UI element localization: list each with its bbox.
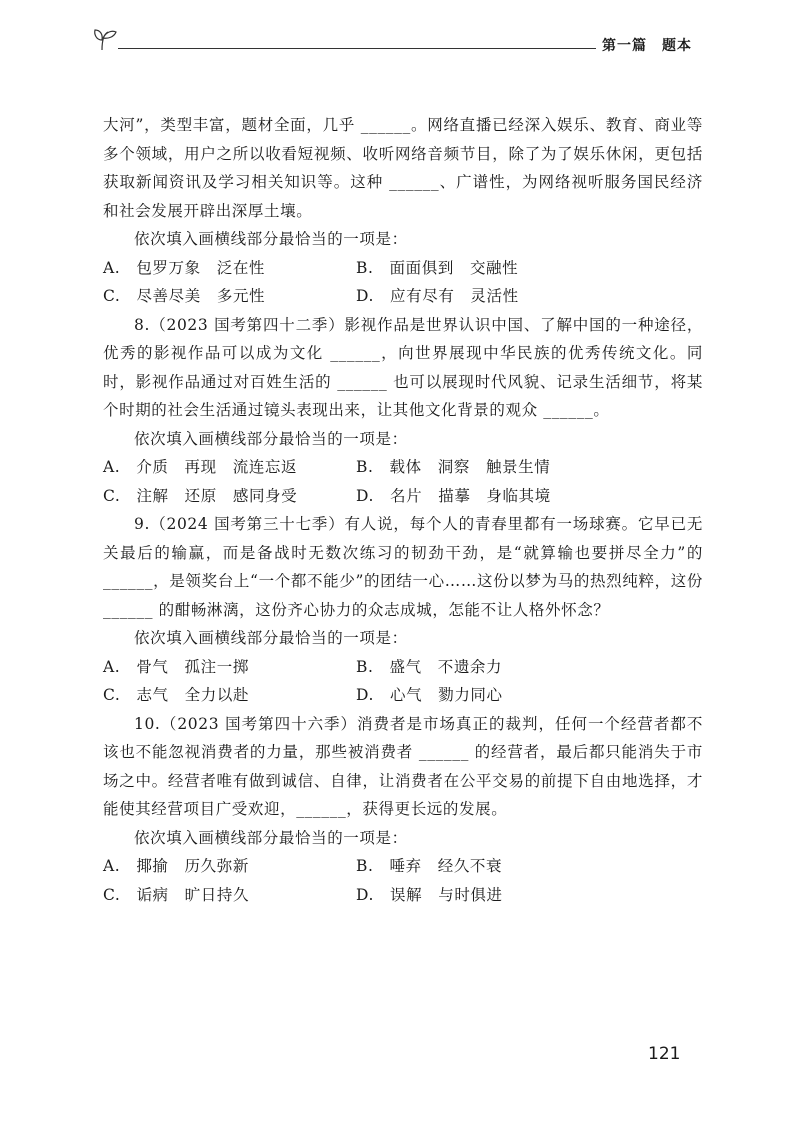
option-row xyxy=(103,681,703,710)
option-b: B. 载体 洞察 触景生情 xyxy=(356,458,551,476)
page-content xyxy=(103,111,703,909)
option-row xyxy=(103,881,703,910)
header-title: 第一篇 题本 xyxy=(596,35,692,55)
option-a: A. 骨气 孤注一掷 xyxy=(103,657,249,676)
page-number: 121 xyxy=(648,1044,681,1064)
option-a: A. 揶揄 历久弥新 xyxy=(103,857,249,875)
question-7-prompt: 依次填入画横线部分最恰当的一项是： xyxy=(134,230,408,248)
question-8-stem: 8.（2023 国考第四十二季）影视作品是世界认识中国、了解中国的一种途径，优秀的影视作品可以成为文化 ______，向世界展现中华民族的优秀传统文化。同时，影视作品通过对百姓生活的 ______ 也可以展现时代风貌、记录生活细节，将某个时期的社会生活通过镜头表现出来，让其他文化背景的观众 ______。 xyxy=(103,315,703,419)
option-b: B. 盛气 不遗余力 xyxy=(356,657,503,676)
option-a: A. 包罗万象 泛在性 xyxy=(103,258,266,277)
question-7-stem-continued: 大河”，类型丰富，题材全面，几乎 ______。网络直播已经深入娱乐、教育、商业等多个领域，用户之所以收看短视频、收听网络音频节目，除了为了娱乐休闲，更包括获取新闻资讯及学习相关知识等。这种 ______、广谱性，为网络视听服务国民经济和社会发展开辟出深厚土壤。 xyxy=(103,116,703,220)
question-8-prompt: 依次填入画横线部分最恰当的一项是： xyxy=(134,429,408,448)
option-c: C. 尽善尽美 多元性 xyxy=(103,287,266,305)
option-d: D. 误解 与时俱进 xyxy=(356,885,503,904)
option-row xyxy=(103,453,703,482)
option-row xyxy=(103,482,703,511)
option-d: D. 名片 描摹 身临其境 xyxy=(356,486,551,505)
option-row xyxy=(103,282,703,311)
option-c: C. 注解 还原 感同身受 xyxy=(103,486,298,505)
option-c: C. 志气 全力以赴 xyxy=(103,686,250,704)
option-c: C. 诟病 旷日持久 xyxy=(103,885,250,904)
option-d: D. 心气 勠力同心 xyxy=(356,686,503,704)
page-header xyxy=(92,26,692,56)
option-row xyxy=(103,254,703,283)
option-row xyxy=(103,852,703,881)
option-b: B. 唾弃 经久不衰 xyxy=(356,857,503,875)
question-9-prompt: 依次填入画横线部分最恰当的一项是： xyxy=(134,629,408,647)
question-9-stem: 9.（2024 国考第三十七季）有人说，每个人的青春里都有一场球赛。它早已无关最后的输赢，而是备战时无数次练习的韧劲干劲，是“就算输也要拼尽全力”的 ______，是领奖台上“一个都不能少”的团结一心……这份以梦为马的热烈纯粹，这份 ______ 的酣畅淋漓，这份齐心协力的众志成城，怎能不让人格外怀念？ xyxy=(103,515,703,619)
option-b: B. 面面俱到 交融性 xyxy=(356,258,519,277)
option-a: A. 介质 再现 流连忘返 xyxy=(103,458,298,476)
option-d: D. 应有尽有 灵活性 xyxy=(356,287,519,305)
question-10-stem: 10.（2023 国考第四十六季）消费者是市场真正的裁判，任何一个经营者都不该也不能忽视消费者的力量，那些被消费者 ______ 的经营者，最后都只能消失于市场之中。经营者唯有做到诚信、自律，让消费者在公平交易的前提下自由地选择，才能使其经营项目广受欢迎，______，获得更长远的发展。 xyxy=(103,714,703,818)
option-row xyxy=(103,653,703,682)
question-10-prompt: 依次填入画横线部分最恰当的一项是： xyxy=(134,828,408,847)
